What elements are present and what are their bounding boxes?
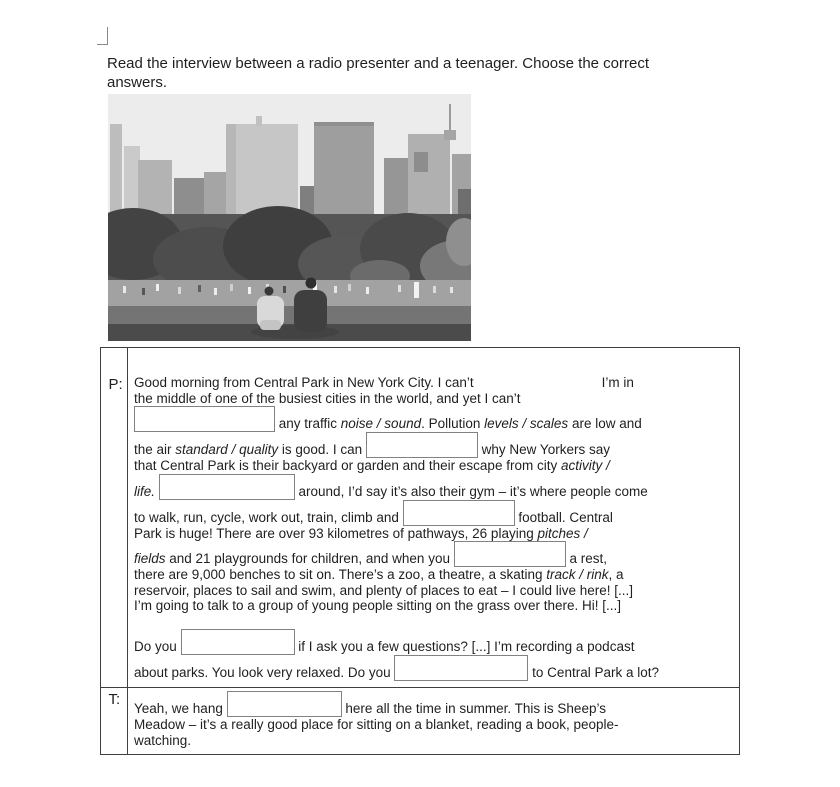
answer-blank[interactable] <box>366 432 478 458</box>
answer-blank[interactable] <box>134 406 275 432</box>
answer-gap <box>474 386 602 387</box>
teenager-text <box>128 688 739 754</box>
choice-option-text: standard / quality <box>175 442 279 457</box>
dialogue-text: around, I’d say it’s also their gym – it’s where people come <box>294 483 648 499</box>
teenager-label <box>101 688 128 754</box>
instruction-text: Read the interview between a radio presenter and a teenager. Choose the correct answers. <box>107 55 650 91</box>
choice-option-text: noise / sound <box>340 416 422 431</box>
dialogue-text: Good morning from Central Park in New York City. I can’t <box>134 375 474 390</box>
dialogue-text: reservoir, places to sail and swim, and plenty of places to eat – I could live here! [...] <box>134 582 634 598</box>
dialogue-text: I’m in <box>601 375 634 390</box>
dialogue-text: any traffic <box>275 416 341 431</box>
choice-option-text: activity / <box>560 458 610 473</box>
dialogue-text: to walk, run, cycle, work out, train, climb and <box>134 509 403 525</box>
choice-option-text: life. <box>134 483 156 499</box>
presenter-row <box>101 348 739 688</box>
dialogue-text: watching. <box>134 732 192 748</box>
dialogue-text: that Central Park is their backyard or garden and their escape from city <box>134 458 561 473</box>
answer-blank[interactable] <box>394 655 528 681</box>
dialogue-text: Park is huge! There are over 93 kilometres of pathways, 26 playing <box>134 525 538 541</box>
dialogue-text: I’m going to talk to a group of young people sitting on the grass over there. Hi! [...] <box>134 598 622 613</box>
choice-option-text: levels / scales <box>484 416 569 431</box>
answer-blank[interactable] <box>403 500 515 526</box>
answer-blank[interactable] <box>181 629 295 655</box>
dialogue-text: , a <box>608 567 624 582</box>
answer-blank[interactable] <box>454 541 566 567</box>
interview-table <box>100 347 740 755</box>
dialogue-text: Meadow – it’s a really good place for sitting on a blanket, reading a book, people- <box>134 717 619 732</box>
presenter-label-text: P: <box>108 376 123 393</box>
presenter-text <box>128 348 739 687</box>
answer-blank[interactable] <box>227 691 342 717</box>
choice-option-text: fields <box>134 551 166 566</box>
dialogue-text: there are 9,000 benches to sit on. There’s a zoo, a theatre, a skating <box>134 567 547 582</box>
choice-option-text: pitches / <box>537 525 588 541</box>
tree-line <box>108 206 471 292</box>
teenager-row <box>101 688 739 754</box>
answer-blank[interactable] <box>159 474 295 500</box>
dialogue-text: is good. I can <box>278 442 366 457</box>
dialogue-text: here all the time in summer. This is Sheep’s <box>341 701 606 716</box>
dialogue-text: are low and <box>568 416 642 431</box>
dialogue-text: a rest, <box>565 551 607 566</box>
dialogue-text: Yeah, we hang <box>134 701 227 716</box>
dialogue-text: to Central Park a lot? <box>528 665 659 680</box>
presenter-label <box>101 348 128 687</box>
cursor-mark <box>97 27 108 45</box>
central-park-photo <box>108 94 471 341</box>
dialogue-text: football. Central <box>514 509 613 525</box>
dialogue-text: the middle of one of the busiest cities in the world, and yet I can’t <box>134 390 521 406</box>
dialogue-text: . Pollution <box>421 416 485 431</box>
dialogue-text: Do you <box>134 639 181 654</box>
dialogue-text: and 21 playgrounds for children, and when you <box>165 551 454 566</box>
dialogue-text: if I ask you a few questions? [...] I’m recording a podcast <box>294 639 635 654</box>
choice-option-text: track / rink <box>546 567 609 582</box>
teenager-label-text: T: <box>108 691 121 708</box>
dialogue-text: why New Yorkers say <box>477 442 610 457</box>
dialogue-text: about parks. You look very relaxed. Do you <box>134 665 395 680</box>
dialogue-text: the air <box>134 442 176 457</box>
